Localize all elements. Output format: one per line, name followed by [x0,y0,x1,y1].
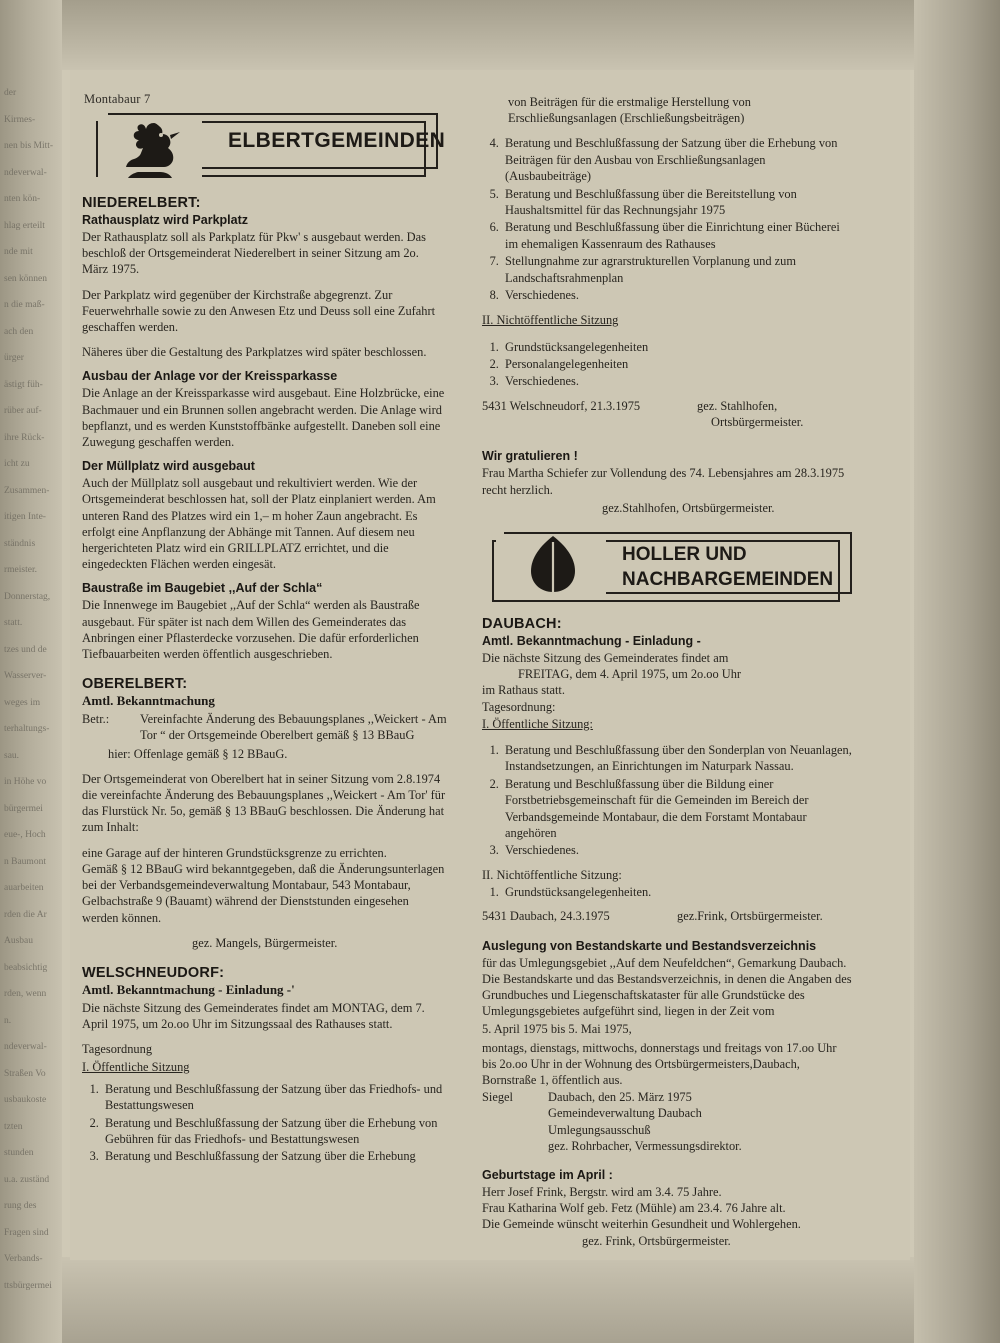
betreff-label: Betr.: [82,712,110,727]
paragraph: Die Innenwege im Baugebiet ,,Auf der Schla“ werden als Baustraße ausgebaut. Für später ist nach dem Willen des Gemeinderates das Anbringen einer Pflasterdecke vorzusehen. Die dafür erforderlichen Tiefbauarbeiten werden öffentlich ausgeschrieben. [82,598,420,662]
list-item: 6. Beratung und Beschlußfassung über die Einrichtung einer Bücherei im ehemaligen Kassenraum des Rathauses [502,219,852,252]
signature-role: Ortsbürgermeister. [711,415,804,430]
tagesordnung-label: Tagesordnung [82,1042,153,1057]
siegel-line: Umlegungsausschuß [548,1122,651,1137]
previous-page-fragment: rung des [4,1201,37,1211]
list-item: 8. Verschiedenes. [502,287,852,303]
previous-page-fragment: n. [4,1015,12,1026]
paragraph: Die nächste Sitzung des Gemeinderates findet am MONTAG, dem 7. April 1975, um 2o.oo Uhr im Sitzungssaal des Rathauses statt. [82,1000,425,1032]
previous-page-fragment: terhaltungs- [4,724,50,734]
right-gutter-shadow [914,0,1000,1343]
paragraph: Gemäß § 12 BBauG wird bekanntgegeben, daß die Änderungsunterlagen bei der Verbandsgemeindeverwaltung Montabaur, 543 Montabaur, Gelbachstraße 9 (Bauamt) während der Dienststunden eingesehen werden können. [82,861,445,925]
siegel-line: gez. Rohrbacher, Vermessungsdirektor. [548,1138,742,1153]
nonpublic-list-daubach [482,884,852,900]
previous-page-fragment: Ausbau [4,936,34,946]
previous-page-fragment: ständnis [4,538,36,549]
paragraph: Auch der Müllplatz soll ausgebaut und rekultiviert werden. Wie der Ortsgemeinderat beschlossen hat, soll der Platz einplaniert werden. Am unteren Rand des Platzes wird ein 1,– m hoher Zaun angebracht. Es erfolgt eine Anpflanzung der Abhänge mit Tannen. Auf diesem neu hergerichteten Platz wird ein GRILLPLATZ errichtet, und die eingedeckten Flächen werden eingesät. [82,476,436,572]
list-item: 3. Verschiedenes. [502,842,852,858]
previous-page-fragment: in Höhe vo [4,777,47,787]
masthead-elbertgemeinden [82,113,447,179]
previous-page-fragment: Fragen sind [4,1227,49,1238]
previous-page-fragment: Wasserver- [4,671,47,681]
paragraph: Der Parkplatz wird gegenüber der Kirchstraße abgegrenzt. Zur Feuerwehrhalle sowie zu den Anwesen Etz und Deuss soll eine Zufahrt geschaffen werden. [82,287,436,335]
oeffentliche-sitzung-label: I. Öffentliche Sitzung [82,1059,190,1074]
nonpublic-list-welschneudorf [482,339,852,390]
subheading-amtl-bekanntmachung: Amtl. Bekanntmachung [82,693,215,709]
nichtoeffentliche-sitzung-label: II. Nichtöffentliche Sitzung [482,313,619,328]
previous-page-fragment: rden die Ar [4,909,47,920]
agenda-list-welschneudorf-cont [482,135,852,303]
paragraph: Die Bestandskarte und das Bestandsverzeichnis, in denen die Angaben des Grundbuches und Liegenschaftskataster für alle Grundstücke des Umlegungsgebietes aufgeführt sind, liegen in der Zeit vom [482,971,852,1019]
paragraph: Die Anlage an der Kreissparkasse wird ausgebaut. Eine Holzbrücke, eine Bachmauer und ein Brunnen sollen angebracht werden. Die Anlage wird bepflanzt, und es werden Kunststoffbänke aufgestellt. Daneben soll eine Zuwegung geschaffen werden. [82,386,445,450]
paragraph: im Rathaus statt. [482,683,565,698]
previous-page-fragment: ihre Rück- [4,432,45,443]
paragraph: Frau Katharina Wolf geb. Fetz (Mühle) am 23.4. 76 Jahre alt. [482,1201,786,1216]
previous-page-fragment: der [4,88,17,98]
betreff-row [82,711,447,743]
top-edge-shadow [62,0,914,70]
list-item: 7. Stellungnahme zur agrarstrukturellen Vorplanung und zum Landschaftsrahmenplan [502,253,852,286]
subheading-muellplatz: Der Müllplatz wird ausgebaut [82,459,255,474]
masthead-title: ELBERTGEMEINDEN [228,129,446,152]
previous-page-fragment: rmeister. [4,565,37,575]
subheading-baustrasse: Baustraße im Baugebiet ,,Auf der Schla“ [82,581,323,596]
masthead2-title-line1: HOLLER UND [622,543,747,565]
page-folio: Montabaur 7 [84,92,151,106]
signature-place-date: 5431 Daubach, 24.3.1975 [482,909,610,924]
subheading-rathausplatz: Rathausplatz wird Parkplatz [82,213,249,227]
list-item: 3. Beratung und Beschlußfassung der Satzung über die Erhebung [102,1148,447,1164]
previous-page-fragment: beabsichtig [4,962,48,973]
heading-wir-gratulieren: Wir gratulieren ! [482,449,578,464]
meeting-datetime: FREITAG, dem 4. April 1975, um 2o.oo Uhr [518,667,742,682]
paragraph: montags, dienstags, mittwochs, donnerstags und freitags von 17.oo Uhr bis 2o.oo Uhr in der Wohnung des Ortsbürgermeisters,Daubach, Bornstraße 1, öffentlich aus. [482,1040,837,1087]
previous-page-fragment: nen bis Mitt- [4,141,54,151]
list-item: 1. Grundstücksangelegenheiten [502,339,852,355]
signature: gez. Mangels, Bürgermeister. [192,935,338,950]
agenda-list-welschneudorf [82,1081,447,1165]
previous-page-fragment: ttsbürgermei [4,1280,52,1291]
list-item: 3. Verschiedenes. [502,373,852,389]
paragraph: für das Umlegungsgebiet ,,Auf dem Neufeldchen“, Gemarkung Daubach. [482,955,847,970]
masthead2-title-line2: NACHBARGEMEINDEN [622,568,834,590]
previous-page-fragment: Zusammen- [4,485,50,496]
list-item: 1. Grundstücksangelegenheiten. [502,884,852,900]
previous-page-fragment: n die maß- [4,300,45,310]
previous-page-fragment: itigen Inte- [4,512,46,522]
previous-page-fragment: rüber auf- [4,406,42,416]
subheading-kreissparkasse: Ausbau der Anlage vor der Kreissparkasse [82,369,338,384]
heading-auslegung: Auslegung von Bestandskarte und Bestandsverzeichnis [482,938,817,953]
previous-page-fragment: ürger [4,353,24,363]
previous-page-fragment: nten kön- [4,194,41,204]
previous-page-fragment: Donnerstag, [4,591,51,602]
previous-page-fragment: rden, wenn [4,989,47,999]
previous-page-fragment: Verbands- [4,1254,43,1264]
bottom-edge-shadow [62,1257,914,1343]
paragraph: Der Ortsgemeinderat von Oberelbert hat in seiner Sitzung vom 2.8.1974 die vereinfachte Änderung des Bebauungsplanes ,,Weickert - Am Tor' für das Flurstück Nr. 5o, gemäß § 13 BBauG beschlossen. Die Änderung hat zum Inhalt: [82,771,446,835]
subheading-einladung-daubach: Amtl. Bekanntmachung - Einladung - [482,633,701,648]
hier-line: hier: Offenlage gemäß § 12 BBauG. [108,746,288,761]
previous-page-fragment: tzten [4,1121,23,1132]
agenda-list-daubach [482,742,852,859]
oeffentliche-sitzung-label: I. Öffentliche Sitzung: [482,716,593,731]
previous-page-fragment: ach den [4,326,34,337]
nichtoeffentliche-sitzung-label: II. Nichtöffentliche Sitzung: [482,867,622,882]
previous-page-fragment: usbaukoste [4,1095,47,1105]
previous-page-fragment: ästigt füh- [4,379,43,390]
list-item: 2. Personalangelegenheiten [502,356,852,372]
siegel-line: Gemeindeverwaltung Daubach [548,1106,702,1121]
auslegung-period: 5. April 1975 bis 5. Mai 1975, [482,1022,632,1037]
signature-place-date: 5431 Welschneudorf, 21.3.1975 [482,398,641,413]
heading-oberelbert: OBERELBERT: [82,676,188,693]
previous-page-fragment: u.a. zuständ [4,1174,50,1185]
right-column [482,92,852,1258]
previous-page-fragment: tzes und de [4,644,47,655]
previous-page-fragment: ndeverwal- [4,167,47,178]
list-item: 5. Beratung und Beschlußfassung über die Bereitstellung von Haushaltsmittel für das Rechnungsjahr 1975 [502,186,852,219]
previous-page-column [0,86,58,1291]
betreff-text: Vereinfachte Änderung des Bebauungsplanes ,,Weickert - Am Tor “ der Ortsgemeinde Oberelbert gemäß § 13 BBauG [140,712,447,743]
heading-welschneudorf: WELSCHNEUDORF: [82,964,225,981]
list-item: 4. Beratung und Beschlußfassung der Satzung über die Erhebung von Beiträgen für den Ausbau von Erschließungsanlagen (Ausbaubeiträge) [502,135,852,184]
signature-name: gez.Frink, Ortsbürgermeister. [677,909,823,924]
previous-page-fragment: stunden [4,1148,34,1158]
previous-page-fragment: hlag erteilt [4,220,45,231]
page-content [82,92,902,1248]
signature: gez.Stahlhofen, Ortsbürgermeister. [602,500,775,515]
previous-page-fragment: ndeverwal- [4,1042,47,1052]
siegel-signature-block [548,1089,852,1154]
list-item: 2. Beratung und Beschlußfassung der Satzung über die Erhebung von Gebühren für das Friedhofs- und Bestattungswesen [102,1115,447,1148]
previous-page-fragment: Kirmes- [4,114,36,125]
heading-niederelbert: NIEDERELBERT: [82,195,201,211]
subheading-einladung: Amtl. Bekanntmachung - Einladung -' [82,981,295,997]
paragraph: Herr Josef Frink, Bergstr. wird am 3.4. 75 Jahre. [482,1185,722,1200]
masthead-holler [482,530,852,602]
paragraph: Frau Martha Schiefer zur Vollendung des 74. Lebensjahres am 28.3.1975 recht herzlich. [482,466,845,497]
siegel-line: Daubach, den 25. März 1975 [548,1090,692,1105]
previous-page-fragment: n Baumont [4,856,46,867]
rooster-icon [114,117,198,179]
signature-name: gez. Stahlhofen, [697,398,778,413]
heading-daubach: DAUBACH: [482,615,562,632]
paragraph-continued: von Beiträgen für die erstmalige Herstellung von Erschließungsanlagen (Erschließungsbeiträgen) [508,95,751,126]
leaf-icon [512,534,594,598]
previous-page-fragment: eue-, Hoch [4,830,46,840]
previous-page-fragment: weges im [4,697,41,708]
previous-page-fragment: bürgermei [4,803,43,814]
previous-page-fragment: sen können [4,273,48,284]
siegel-label: Siegel [482,1090,513,1105]
previous-page-fragment: nde mit [4,247,33,257]
paragraph: eine Garage auf der hinteren Grundstücksgrenze zu errichten. [82,845,387,860]
previous-page-fragment: statt. [4,618,23,628]
signature: gez. Frink, Ortsbürgermeister. [582,1233,731,1248]
previous-page-fragment: icht zu [4,459,30,469]
masthead2-title [622,542,833,592]
previous-page-fragment: sau. [4,750,20,761]
tagesordnung-label: Tagesordnung: [482,699,556,714]
previous-page-fragment: auarbeiten [4,883,44,893]
paragraph: Die Gemeinde wünscht weiterhin Gesundheit und Wohlergehen. [482,1217,801,1232]
paragraph: Näheres über die Gestaltung des Parkplatzes wird später beschlossen. [82,345,427,360]
heading-geburtstage: Geburtstage im April : [482,1168,613,1183]
paragraph: Die nächste Sitzung des Gemeinderates findet am [482,650,729,665]
list-item: 1. Beratung und Beschlußfassung über den Sonderplan von Neuanlagen, Instandsetzungen, an Einrichtungen im Naturpark Nassau. [502,742,852,775]
list-item: 2. Beratung und Beschlußfassung über die Bildung einer Forstbetriebsgemeinschaft für die Gemeinden im Bereich der Verbandsgemeinde Montabaur, die dem Forstamt Montabaur angehören [502,776,852,842]
left-column [82,92,447,1173]
previous-page-fragment: Straßen Vo [4,1068,46,1079]
list-item: 1. Beratung und Beschlußfassung der Satzung über das Friedhofs- und Bestattungswesen [102,1081,447,1114]
paragraph: Der Rathausplatz soll als Parkplatz für Pkw' s ausgebaut werden. Das beschloß der Ortsgemeinderat Niederelbert in seiner Sitzung am 2o. März 1975. [82,230,426,277]
